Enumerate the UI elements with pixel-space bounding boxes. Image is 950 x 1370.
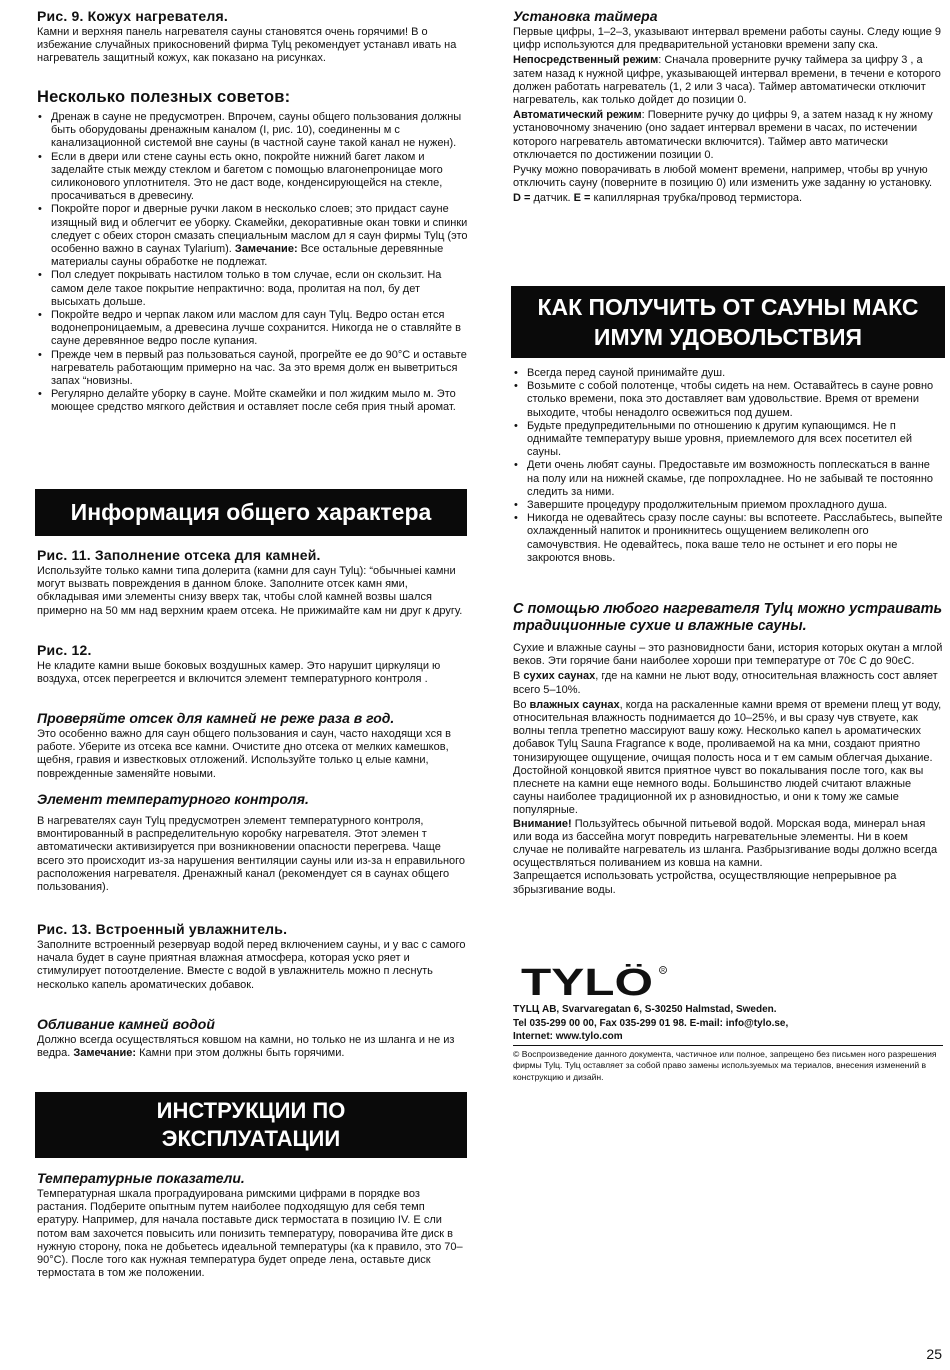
fig11-text: Используйте только камни типа долерита (камни для саун Tylц): “обычныеі камни могут вызвать повреждения в данном блоке. Заполните отсек камн ями, обкладывая ими элементы снизу вверх так, чтобы слой камней возвы шался примерно на 50 мм над верхним краем отсека. Не прижимайте кам ни друг к другу.: [37, 565, 463, 617]
note-label: Замечание:: [73, 1047, 137, 1060]
check-text: Это особенно важно для саун общего пользования и саун, часто находящи хся в работе. Уберите из отсека все камни. Очистите дно отсека от мелких камешков, щебня, гравия и известковых отложений. Используйте только ц елые камни, поврежденные заменяйте новыми.: [37, 728, 452, 780]
fig9-title: Рис. 9. Кожух нагревателя.: [37, 8, 228, 24]
list-item: • Дети очень любят сауны. Предоставьте им возможность поплескаться в ванне на полу или на нижней скамье, где попрохладнее. Но не забывай те постоянно следить за ними.: [513, 459, 943, 499]
note-text: Камни при этом должны быть горячими.: [139, 1047, 345, 1060]
fig11-section: [37, 547, 468, 618]
text-span: , когда на раскаленные камни время от времени плещ ут воду, относительная влажность поднимается до 10–25%, и вы сразу чув ствуете, как волны тепла трепетно массируют вашу кожу. Несколько капел ь ароматических добавок Tylц Sauna Fragrance к воде, проливаемой на ка мни, создают приятно тонизирующее ощущение, очищая полость носа и т ем самым облегчая дыхание. Достойной концовкой явится приятное чувст во покалывания после того, как вы плеснете на камни еще немного воды. Большинство людей считают влажные сауны наиболее традиционной их р азновидностью, и они к тому же самые популярные.: [513, 698, 942, 817]
list-item: • Всегда перед сауной принимайте душ.: [513, 367, 943, 380]
warning-text: [513, 818, 943, 871]
list-item: • Регулярно делайте уборку в сауне. Мойте скамейки и пол жидким мыло м. Это моющее средство мягкого действия и оставляет после себя прия тный аромат.: [37, 388, 468, 414]
fig12-text: Не кладите камни выше боковых воздушных камер. Это нарушит циркуляци ю воздуха, отсек перегреется и включится элемент температурного контроля .: [37, 660, 441, 686]
tempctl-text: В нагревателях саун Tylц предусмотрен элемент температурного контроля, вмонтированный в распределительную коробку нагревателя. Этот элемен т автоматически активизируется при возникновении опасности перегрева. Чаще всего это происходит из-за нарушения вентиляции сауны или из-за н еправильного расположения нагревателя. Дренажный канал (рекомендует ся в саунах общего пользования).: [37, 815, 466, 894]
fig12-title: Рис. 12.: [37, 642, 92, 658]
enjoy-banner: [511, 286, 945, 358]
fig13-section: [37, 921, 468, 992]
fig9-text: Камни и верхняя панель нагревателя сауны становятся очень горячими! В о избежание случайных прикосновений фирма Tylц рекомендует устанавл ивать на нагреватель защитный кожух, как показано на рисунках.: [37, 26, 457, 65]
direct-mode-text: : Сначала проверните ручку таймера за цифру 3 , а затем назад к нужной цифре, указывающей интервал времени, в течени е которого должен работать нагреватель (1, 2 или 3 часа). Таймер автоматически отключит нагреватель, как только дойдет до позиции 0.: [513, 54, 941, 107]
company-info: [513, 1003, 943, 1083]
enjoy-section: [513, 367, 943, 565]
e-label: E =: [573, 192, 591, 205]
list-item: • Возьмите с собой полотенце, чтобы сидеть на нем. Оставайтесь в сауне ровно столько времени, пока это доставляет вам удовольствие. Время от времени выходите, чтобы ненадолго освежиться под душем.: [513, 380, 943, 420]
text-span: , где на камни не льют воду, относительная влажность сост авляет всего 5–10%.: [513, 670, 938, 696]
enjoy-list: [513, 367, 943, 565]
company-address: TYLЦ AB, Svarvaregatan 6, S-30250 Halmstad, Sweden.: [513, 1004, 777, 1015]
dry-wet-title: С помощью любого нагревателя Tylц можно устраивать традиционные сухие и влажные сауны.: [513, 601, 943, 634]
dry-wet-section: [513, 601, 943, 897]
list-item: [37, 203, 468, 269]
list-item: • Будьте предупредительными по отношению к другим купающимся. Не п однимайте температуру выше уровня, приемлемого для всех посетител ей сауны.: [513, 420, 943, 460]
fig9-section: [37, 8, 468, 66]
banner-line-1: КАК ПОЛУЧИТЬ ОТ САУНЫ МАКС: [537, 294, 919, 320]
check-section: [37, 710, 468, 781]
instructions-banner: [35, 1092, 467, 1158]
timer-auto-mode: [513, 109, 943, 162]
dry-sauna-term: сухих саунах: [523, 670, 596, 683]
list-item: • Пол следует покрывать настилом только в том случае, если он скользит. На самом деле такое покрытие непрактично: вода, пролитая на пол, бу дет высыхать дольше.: [37, 269, 468, 309]
divider: [513, 1045, 943, 1046]
auto-mode-text: : Поверните ручку до цифры 9, а затем назад к ну жному установочному значению (оно задает интервал времени в часах, по истечении которого нагреватель автоматически включится). Таймер авто матически отключается по достижении позиции 0.: [513, 109, 933, 161]
tylo-logo-graphic: [521, 964, 671, 998]
svg-text:R: R: [661, 968, 665, 974]
timer-intro: Первые цифры, 1–2–3, указывают интервал времени работы сауны. Следу ющие 9 цифр используются для предварительной установки времени запу ска.: [513, 26, 942, 52]
watering-text: [37, 1034, 468, 1060]
e-text: капиллярная трубка/провод термистора.: [590, 192, 803, 205]
list-item-text: Покройте порог и дверные ручки лаком в несколько слоев; это придаст сауне изящный вид и облегчит ее уборку. Скамейки, декоративные окан товки и спинки следует с обеих сторон смазать специальным маслом дл я саун фирмы Tylц (это особенно важно в саунах Tylarium).: [51, 203, 468, 256]
timer-title: Установка таймера: [513, 8, 658, 24]
company-website: Internet: www.tylo.com: [513, 1031, 623, 1042]
wet-sauna-text: [513, 699, 943, 818]
company-contacts: Tel 035-299 00 00, Fax 035-299 01 98. E-mail: info@tylo.se,: [513, 1017, 789, 1029]
note-text: Все остальные деревянные материалы сауны обработке не подлежат.: [51, 243, 444, 269]
temps-section: [37, 1170, 468, 1280]
fig13-title: Рис. 13. Встроенный увлажнитель.: [37, 921, 288, 937]
wet-sauna-term: влажных саунах: [529, 698, 620, 711]
banner-line-2: ЭКСПЛУАТАЦИИ: [161, 1126, 341, 1151]
fig11-title: Рис. 11. Заполнение отсека для камней.: [37, 547, 321, 563]
general-info-banner: [35, 489, 467, 536]
watering-section: [37, 1016, 468, 1060]
banner-line-1: ИНСТРУКЦИИ ПО: [156, 1098, 346, 1123]
timer-legend: [513, 192, 943, 205]
d-text: датчик.: [530, 192, 574, 205]
fig13-text: Заполните встроенный резервуар водой перед включением сауны, и у вас с самого начала будет в сауне приятная влажная атмосфера, которая уско ряет и стимулирует потоотделение. Вместе с водой в увлажнитель можно п леснуть несколько капель ароматических добавок.: [37, 939, 466, 991]
fig12-section: [37, 642, 468, 686]
check-title: Проверяйте отсек для камней не реже раза в год.: [37, 710, 395, 726]
copyright-notice: © Воспроизведение данного документа, частичное или полное, запрещено без письмен ного разрешения фирмы Tylц. Tylц оставляет за собой право замены используемых ма териалов, внесения изменений в конструкцию и дизайн.: [513, 1048, 937, 1082]
direct-mode-label: Непосредственный режим: [513, 54, 659, 67]
watering-title: Обливание камней водой: [37, 1016, 215, 1032]
banner-line-2: ИМУМ УДОВОЛЬСТВИЯ: [593, 324, 863, 350]
temps-text: Температурная шкала проградуирована римскими цифрами в порядке воз растания. Подберите опытным путем наиболее подходящую для себя темп ературу. Например, для начала поставьте диск термостата в позицию IV. Е сли потом вам захочется повысить или понизить температуру, поворачива йте диск в нужную сторону, пока не добьетесь идеальной температуры (ка к правило, это 70–90°C). После того как нужная температура будет опреде лена, оставьте диск термостата в том же положении.: [37, 1188, 463, 1280]
timer-manual-note: Ручку можно поворачивать в любой момент времени, например, чтобы вр учную отключить сауну (поверните в позицию 0) или изменить уже заданну ю установку.: [513, 164, 933, 190]
note-label: Замечание:: [234, 243, 298, 256]
list-item: • Прежде чем в первый раз пользоваться сауной, прогрейте ее до 90°C и оставьте нагреватель работающим примерно на час. За это время долж ен выветриться запах “новизны.: [37, 349, 468, 389]
list-item: • Если в двери или стене сауны есть окно, покройте нижний багет лаком и заделайте стык между стеклом и багетом с помощью влагонепроницае мого силиконового уплотнителя. Это не даст воде, конденсирующейся на стекле, просачиваться в древесину.: [37, 151, 468, 204]
warning-body: Пользуйтесь обычной питьевой водой. Морская вода, минерал ьная или вода из бассейна могут повредить нагревательные элементы. Ни в коем случае не поливайте нагреватель из шланга. Разбрызгивание воды должно всегда осуществляться поливанием из ковша на камни.: [513, 817, 938, 870]
page-number: 25: [926, 1346, 942, 1362]
text-span: В: [513, 670, 524, 683]
tips-title: Несколько полезных советов:: [37, 88, 291, 106]
list-item: • Дренаж в сауне не предусмотрен. Впрочем, сауны общего пользования должны быть оборудованы дренажным каналом (I, рис. 10), соединенны м с канализационной системой вне сауны (в частной сауне такой канал не нужен).: [37, 111, 468, 151]
auto-mode-label: Автоматический режим: [513, 109, 642, 122]
tempctl-title: Элемент температурного контроля.: [37, 791, 309, 807]
tips-list: [37, 111, 468, 415]
timer-section: [513, 8, 943, 206]
warning-label: Внимание!: [513, 817, 572, 830]
watering-text-main: Должно всегда осуществляться ковшом на камни, но только не из шланга и не из ведра.: [37, 1034, 455, 1060]
list-item: • Завершите процедуру продолжительным приемом прохладного душа.: [513, 499, 943, 512]
list-item: • Никогда не одевайтесь сразу после сауны: вы вспотеете. Расслабьтесь, выпейте охлажденный напиток и проникнитесь ощущением великолепн ого самочувствия. Не одевайтесь, пока ваше тело не остынет и его поры не закроются вновь.: [513, 512, 943, 565]
d-label: D =: [513, 192, 531, 205]
dry-sauna-text: [513, 670, 943, 696]
text-span: Во: [513, 698, 530, 711]
tips-section: [37, 88, 468, 415]
spray-prohibition: Запрещается использовать устройства, осуществляющие непрерывное ра збрызгивание воды.: [513, 870, 897, 896]
tylo-logo: [521, 964, 671, 998]
temps-title: Температурные показатели.: [37, 1170, 245, 1186]
banner-text: Информация общего характера: [70, 499, 432, 525]
logo-text: TYLÖ: [521, 964, 623, 998]
list-item: • Покройте ведро и черпак лаком или маслом для саун Tylц. Ведро остан ется водонепроницаемым, а древесина лучше сохранится. Никогда не о ставляйте в сауне деревянное ведро после купания.: [37, 309, 468, 349]
tempctl-section: [37, 791, 468, 894]
dry-wet-intro: Сухие и влажные сауны – это разновидности бани, история которых окутан а мглой веков. Эти горячие бани наиболее хороши при температуре от 70є C до 90єC.: [513, 642, 943, 668]
timer-direct-mode: [513, 54, 943, 107]
